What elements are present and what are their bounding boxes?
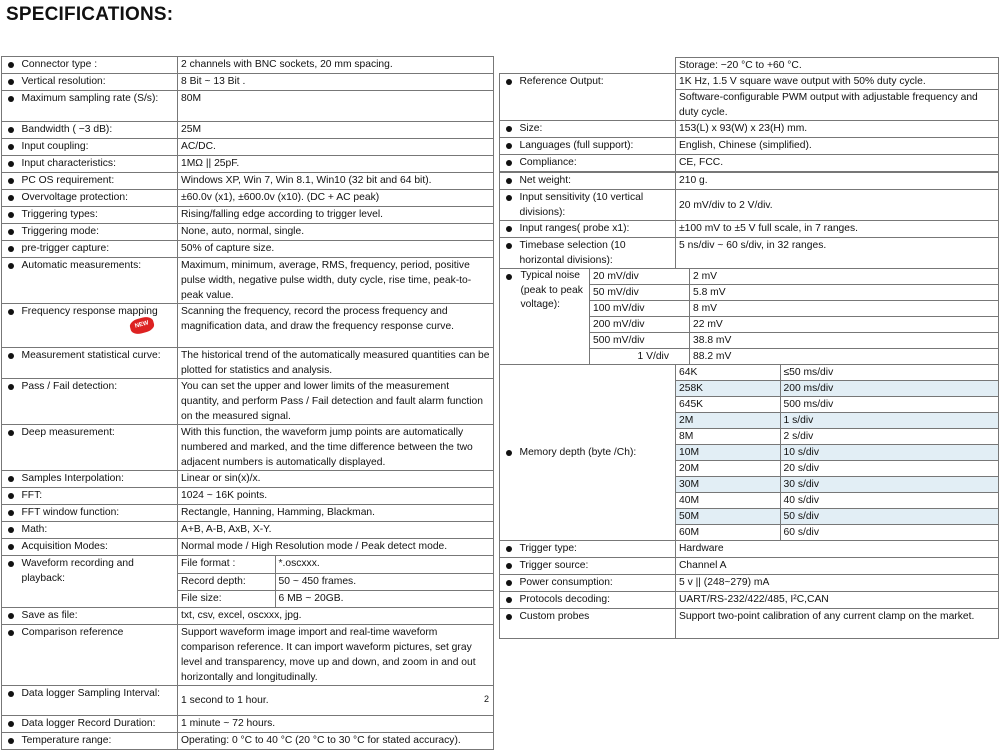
bullet-icon (506, 614, 512, 620)
sub-label: Record depth: (178, 573, 275, 590)
spec-label: Automatic measurements: (20, 258, 178, 304)
spec-value: 1K Hz, 1.5 V square wave output with 50% duty cycle. (676, 74, 998, 90)
memory-row (676, 381, 998, 397)
spec-label: Memory depth (byte /Ch): (518, 365, 676, 541)
bullet-icon (8, 527, 14, 533)
spec-row-statcurve (2, 348, 494, 379)
memory-row (676, 429, 998, 445)
memory-row (676, 365, 998, 381)
bullet-icon (8, 212, 14, 218)
memory-size: 8M (676, 429, 780, 445)
bullet-icon (8, 229, 14, 235)
sub-value: 6 MB ~ 20GB. (275, 590, 493, 607)
spec-label: Custom probes (518, 609, 676, 639)
memory-row (676, 493, 998, 509)
spec-row-dlsampling (2, 686, 494, 716)
memory-size: 258K (676, 381, 780, 397)
spec-row-protocols (500, 592, 999, 609)
bullet-icon (8, 544, 14, 550)
memory-timebase: 10 s/div (780, 445, 998, 461)
spec-row-sensitivity (500, 190, 999, 221)
memory-timebase: ≤50 ms/div (780, 365, 998, 381)
memory-size: 60M (676, 525, 780, 541)
specs-table-right-bottom (499, 172, 999, 639)
memory-size: 645K (676, 397, 780, 413)
spec-row-trigtypes (2, 207, 494, 224)
memory-timebase: 60 s/div (780, 525, 998, 541)
spec-label: pre-trigger capture: (20, 241, 178, 258)
sub-value: 50 ~ 450 frames. (275, 573, 493, 590)
memory-row (676, 413, 998, 429)
bullet-icon (8, 127, 14, 133)
spec-row-timebase (500, 238, 999, 269)
spec-label: Reference Output: (518, 74, 676, 121)
bullet-icon (8, 630, 14, 636)
memory-depth-table (676, 365, 998, 540)
bullet-icon (506, 143, 512, 149)
spec-row-refout (500, 74, 999, 121)
memory-row (676, 477, 998, 493)
spec-value: 2 channels with BNC sockets, 20 mm spacing. (178, 57, 494, 74)
bullet-icon (506, 195, 512, 201)
spec-value: Normal mode / High Resolution mode / Peak detect mode. (178, 539, 494, 556)
noise-range: 20 mV/div (590, 269, 690, 285)
noise-row (518, 317, 999, 333)
bullet-icon (506, 274, 512, 280)
spec-row-languages (500, 138, 999, 155)
bullet-icon (506, 546, 512, 552)
spec-label: Typical noise (peak to peak voltage): (518, 269, 590, 364)
bullet-icon (8, 476, 14, 482)
bullet-icon (506, 597, 512, 603)
spec-label: Protocols decoding: (518, 592, 676, 609)
bullet-icon (8, 79, 14, 85)
bullet-icon (8, 144, 14, 150)
bullet-icon (8, 96, 14, 102)
spec-label: Maximum sampling rate (S/s): (20, 91, 178, 122)
sub-row (178, 573, 493, 590)
bullet-icon (8, 510, 14, 516)
spec-row-inputchar (2, 156, 494, 173)
spec-value: Rising/falling edge according to trigger level. (178, 207, 494, 224)
noise-range: 50 mV/div (590, 285, 690, 301)
bullet-icon (506, 79, 512, 85)
bullet-icon (506, 126, 512, 132)
spec-row-compliance (500, 155, 999, 172)
spec-value: ±100 mV to ±5 V full scale, in 7 ranges. (676, 221, 999, 238)
spec-label: Bandwidth ( −3 dB): (20, 122, 178, 139)
spec-value: Rectangle, Hanning, Hamming, Blackman. (178, 505, 494, 522)
spec-label: Connector type : (20, 57, 178, 74)
spec-value: 153(L) x 93(W) x 23(H) mm. (676, 121, 999, 138)
spec-row-ranges (500, 221, 999, 238)
spec-row-freqresp (2, 304, 494, 348)
spec-label: FFT window function: (20, 505, 178, 522)
spec-row-compref (2, 625, 494, 686)
spec-value: AC/DC. (178, 139, 494, 156)
memory-timebase: 500 ms/div (780, 397, 998, 413)
spec-label: Compliance: (518, 155, 676, 172)
sub-label: File size: (178, 590, 275, 607)
spec-label: Pass / Fail detection: (20, 379, 178, 425)
sub-row (178, 556, 493, 573)
spec-row-vres (2, 74, 494, 91)
spec-row-math (2, 522, 494, 539)
spec-row-trigsource (500, 558, 999, 575)
spec-value: 25M (178, 122, 494, 139)
spec-label: Comparison reference (20, 625, 178, 686)
spec-value: 80M (178, 91, 494, 122)
spec-label: Input sensitivity (10 vertical divisions): (518, 190, 676, 221)
spec-label: Input coupling: (20, 139, 178, 156)
noise-value: 88.2 mV (690, 349, 999, 365)
spec-value: None, auto, normal, single. (178, 224, 494, 241)
spec-label: Waveform recording and playback: (20, 556, 178, 608)
spec-row-coupling (2, 139, 494, 156)
spec-label: Data logger Sampling Interval: (20, 686, 178, 716)
spec-value: Support two-point calibration of any current clamp on the market. (676, 609, 999, 639)
spec-label: PC OS requirement: (20, 173, 178, 190)
spec-label: Vertical resolution: (20, 74, 178, 91)
spec-label: Languages (full support): (518, 138, 676, 155)
page-title: SPECIFICATIONS: (6, 4, 174, 25)
bullet-icon (8, 246, 14, 252)
spec-label: Trigger source: (518, 558, 676, 575)
spec-label: Data logger Record Duration: (20, 716, 178, 733)
spec-value: ±60.0v (x1), ±600.0v (x10). (DC + AC peak) (178, 190, 494, 207)
spec-label: Net weight: (518, 173, 676, 190)
new-badge-icon: NEW (128, 315, 155, 336)
spec-row-pretrig (2, 241, 494, 258)
spec-label: Save as file: (20, 608, 178, 625)
spec-value: 210 g. (676, 173, 999, 190)
memory-row (676, 461, 998, 477)
spec-label: Triggering types: (20, 207, 178, 224)
memory-timebase: 30 s/div (780, 477, 998, 493)
memory-size: 64K (676, 365, 780, 381)
spec-row-deepmeas (2, 425, 494, 471)
memory-timebase: 20 s/div (780, 461, 998, 477)
bullet-icon (8, 353, 14, 359)
bullet-icon (506, 243, 512, 249)
spec-label: Size: (518, 121, 676, 138)
memory-row (676, 445, 998, 461)
bullet-icon (8, 195, 14, 201)
memory-size: 50M (676, 509, 780, 525)
spec-value: UART/RS-232/422/485, I²C,CAN (676, 592, 999, 609)
spec-value: 20 mV/div to 2 V/div. (676, 190, 999, 221)
specs-table-left (1, 56, 494, 750)
spec-row-weight (500, 173, 999, 190)
memory-size: 40M (676, 493, 780, 509)
memory-row (676, 525, 998, 541)
noise-range: 200 mV/div (590, 317, 690, 333)
bullet-icon (8, 738, 14, 744)
noise-value: 38.8 mV (690, 333, 999, 349)
spec-label: Acquisition Modes: (20, 539, 178, 556)
spec-value: 5 v || (248~279) mA (676, 575, 999, 592)
noise-range: 500 mV/div (590, 333, 690, 349)
spec-label: Triggering mode: (20, 224, 178, 241)
noise-range: 100 mV/div (590, 301, 690, 317)
sub-label: File format : (178, 556, 275, 573)
spec-label: Input characteristics: (20, 156, 178, 173)
spec-value: 5 ns/div ~ 60 s/div, in 32 ranges. (676, 238, 999, 269)
spec-row-size (500, 121, 999, 138)
spec-row-automeas (2, 258, 494, 304)
spec-label: Input ranges( probe x1): (518, 221, 676, 238)
noise-row (518, 301, 999, 317)
spec-value: 50% of capture size. (178, 241, 494, 258)
bullet-icon (8, 721, 14, 727)
memory-timebase: 40 s/div (780, 493, 998, 509)
spec-label: Power consumption: (518, 575, 676, 592)
sub-value: *.oscxxx. (275, 556, 493, 573)
spec-row-wavrec (2, 556, 494, 608)
noise-value: 5.8 mV (690, 285, 999, 301)
spec-label: Timebase selection (10 horizontal divisions): (518, 238, 676, 269)
spec-value: With this function, the waveform jump points are automatically numbered and marked, and the time difference between the two adjacent numbers is automatically displayed. (178, 425, 494, 471)
sub-row (178, 590, 493, 607)
spec-value: 1 minute ~ 72 hours. (178, 716, 494, 733)
bullet-icon (8, 263, 14, 269)
spec-row-fft (2, 488, 494, 505)
spec-value: Storage: −20 °C to +60 °C. (676, 58, 999, 74)
spec-value: English, Chinese (simplified). (676, 138, 999, 155)
noise-table (518, 269, 999, 364)
spec-value: A+B, A-B, AxB, X-Y. (178, 522, 494, 539)
spec-row-maxrate (2, 91, 494, 122)
memory-row (676, 509, 998, 525)
spec-value: The historical trend of the automatically measured quantities can be plotted for statistics and analysis. (178, 348, 494, 379)
noise-value: 8 mV (690, 301, 999, 317)
spec-value: Operating: 0 °C to 40 °C (20 °C to 30 °C for stated accuracy). (178, 733, 494, 750)
spec-row-power (500, 575, 999, 592)
spec-row-passfail (2, 379, 494, 425)
memory-timebase: 50 s/div (780, 509, 998, 525)
bullet-icon (8, 384, 14, 390)
bullet-icon (506, 178, 512, 184)
spec-label: Frequency response mapping (21, 306, 158, 317)
noise-row (518, 349, 999, 365)
bullet-icon (506, 563, 512, 569)
spec-row-pcos (2, 173, 494, 190)
spec-row-trigtype (500, 541, 999, 558)
spec-row-probes (500, 609, 999, 639)
spec-row-storage (500, 58, 999, 74)
spec-row-memory (500, 365, 999, 541)
spec-value: Scanning the frequency, record the process frequency and magnification data, and draw the frequency response curve. (178, 304, 494, 348)
spec-row-interp (2, 471, 494, 488)
spec-row-overvolt (2, 190, 494, 207)
spec-row-connector (2, 57, 494, 74)
spec-value: Channel A (676, 558, 999, 575)
spec-row-trigmode (2, 224, 494, 241)
spec-label: Samples Interpolation: (20, 471, 178, 488)
bullet-icon (8, 309, 14, 315)
spec-value: CE, FCC. (676, 155, 999, 172)
memory-size: 10M (676, 445, 780, 461)
noise-row (518, 333, 999, 349)
bullet-icon (8, 493, 14, 499)
memory-size: 2M (676, 413, 780, 429)
memory-timebase: 1 s/div (780, 413, 998, 429)
spec-label: FFT: (20, 488, 178, 505)
bullet-icon (8, 561, 14, 567)
spec-value: You can set the upper and lower limits of the measurement quantity, and perform Pass / Fail detection and fault alarm function on the measured signal. (178, 379, 494, 425)
spec-value: Maximum, minimum, average, RMS, frequency, period, positive pulse width, negative pulse width, duty cycle, rise time, peak-to-peak value. (178, 258, 494, 304)
spec-row-acqmodes (2, 539, 494, 556)
spec-value: Support waveform image import and real-time waveform comparison reference. It can import waveform pictures, set gray level and transparency, move up and down, and zoom in and out horizontally and longitudinally. (178, 625, 494, 686)
spec-label: Trigger type: (518, 541, 676, 558)
spec-label: Temperature range: (20, 733, 178, 750)
noise-value: 2 mV (690, 269, 999, 285)
noise-range: 1 V/div (590, 349, 690, 365)
spec-value: Windows XP, Win 7, Win 8.1, Win10 (32 bit and 64 bit). (178, 173, 494, 190)
bullet-icon (506, 450, 512, 456)
memory-size: 30M (676, 477, 780, 493)
spec-label: Math: (20, 522, 178, 539)
spec-row-noise (500, 269, 999, 365)
bullet-icon (8, 691, 14, 697)
memory-size: 20M (676, 461, 780, 477)
spec-row-fftwin (2, 505, 494, 522)
spec-label: Overvoltage protection: (20, 190, 178, 207)
memory-timebase: 2 s/div (780, 429, 998, 445)
bullet-icon (506, 226, 512, 232)
spec-label: Measurement statistical curve: (20, 348, 178, 379)
spec-row-dlduration (2, 716, 494, 733)
spec-value: Linear or sin(x)/x. (178, 471, 494, 488)
bullet-icon (8, 161, 14, 167)
noise-value: 22 mV (690, 317, 999, 333)
bullet-icon (8, 62, 14, 68)
spec-row-saveas (2, 608, 494, 625)
spec-value: 1024 ~ 16K points. (178, 488, 494, 505)
spec-row-temprange (2, 733, 494, 750)
spec-value: 8 Bit ~ 13 Bit . (178, 74, 494, 91)
spec-value: 1 second to 1 hour. (178, 686, 494, 716)
page-number: 2 (484, 694, 490, 704)
noise-row (518, 269, 999, 285)
bullet-icon (8, 430, 14, 436)
spec-row-bandwidth (2, 122, 494, 139)
bullet-icon (506, 160, 512, 166)
spec-value: txt, csv, excel, oscxxx, jpg. (178, 608, 494, 625)
specs-table-right-top (499, 57, 999, 172)
waveform-recording-table (178, 556, 493, 607)
spec-value: Hardware (676, 541, 999, 558)
bullet-icon (8, 613, 14, 619)
spec-label: Deep measurement: (20, 425, 178, 471)
memory-row (676, 397, 998, 413)
noise-row (518, 285, 999, 301)
memory-timebase: 200 ms/div (780, 381, 998, 397)
spec-value: 1MΩ || 25pF. (178, 156, 494, 173)
bullet-icon (8, 178, 14, 184)
bullet-icon (506, 580, 512, 586)
spec-value: Software-configurable PWM output with adjustable frequency and duty cycle. (679, 92, 978, 118)
